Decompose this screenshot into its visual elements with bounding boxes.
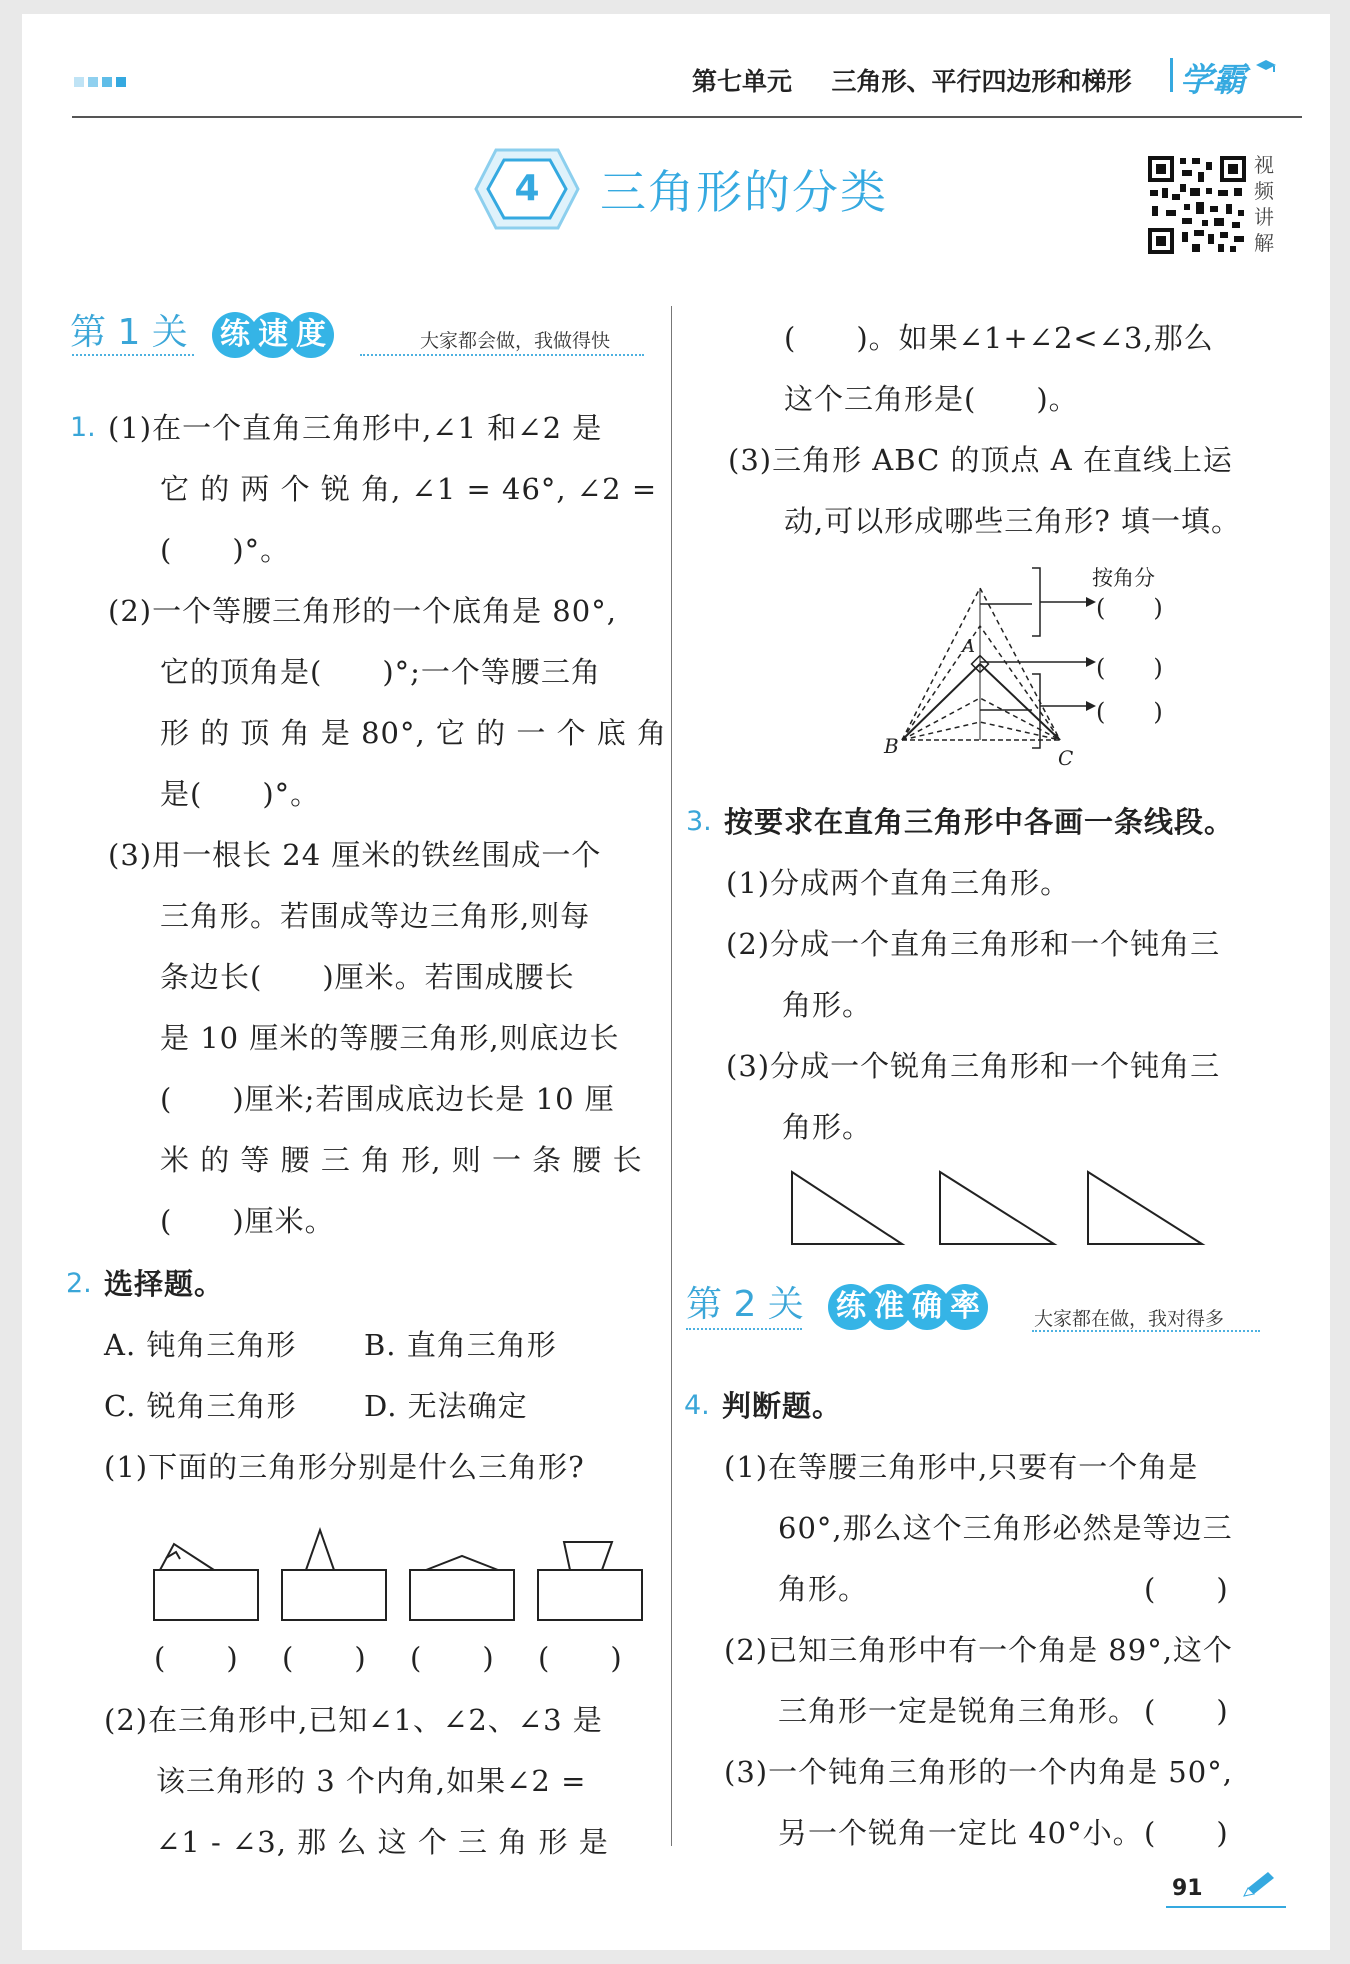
q1-line: 是( )°。: [160, 777, 321, 811]
q2-option-a: A. 钝角三角形: [104, 1328, 297, 1362]
q2-rectangle-figures: [152, 1512, 682, 1622]
q1-line: 形 的 顶 角 是 80°, 它 的 一 个 底 角: [160, 716, 668, 750]
q1-line: ( )厘米。: [160, 1204, 335, 1238]
q2-sub2-line: (2)在三角形中,已知∠1、∠2、∠3 是: [104, 1703, 603, 1737]
section2-underline: [686, 1328, 802, 1330]
qr-code-icon[interactable]: [1146, 154, 1248, 256]
q3-line: (1)分成两个直角三角形。: [726, 866, 1071, 900]
header-unit: 第七单元: [692, 67, 793, 96]
answer-blank[interactable]: ( ): [1144, 1816, 1229, 1850]
header-rule: [72, 116, 1302, 118]
q3-right-triangles: [790, 1168, 1230, 1248]
page-number: 91: [1172, 1876, 1203, 1901]
q4-title: 判断题。: [722, 1389, 843, 1423]
q1-line: (2)一个等腰三角形的一个底角是 80°,: [108, 594, 617, 628]
q4-line: (3)一个钝角三角形的一个内角是 50°,: [724, 1755, 1233, 1789]
answer-blank[interactable]: ( ): [154, 1641, 239, 1675]
lesson-title: 三角形的分类: [600, 165, 888, 219]
q2-sub2-line: 该三角形的 3 个内角,如果∠2 =: [156, 1764, 587, 1798]
q2-title: 选择题。: [104, 1267, 225, 1301]
q1-number: 1.: [70, 412, 96, 443]
q2-sub1: (1)下面的三角形分别是什么三角形?: [104, 1450, 585, 1484]
section2-title: 第 2 关: [686, 1284, 804, 1325]
q3-number: 3.: [686, 806, 712, 837]
q2-sub2-line: ( )。如果∠1+∠2<∠3,那么: [784, 321, 1214, 355]
q2-sub3-line: (3)三角形 ABC 的顶点 A 在直线上运: [728, 443, 1233, 477]
header-decoration: [74, 72, 126, 91]
q1-line: 三角形。若围成等边三角形,则每: [160, 899, 591, 933]
section1-slogan: 大家都会做，我做得快: [420, 330, 611, 352]
q1-line: 米 的 等 腰 三 角 形, 则 一 条 腰 长: [160, 1143, 643, 1177]
qr-caption: 视 频 讲 解: [1254, 153, 1274, 255]
q4-line: 三角形一定是锐角三角形。: [778, 1694, 1139, 1728]
q3-line: 角形。: [782, 1110, 873, 1144]
q1-line: ( )°。: [160, 533, 291, 567]
header-divider: [1170, 58, 1173, 92]
q3-title: 按要求在直角三角形中各画一条线段。: [724, 805, 1235, 839]
section1-header: 第 1 关 练 速 度: [70, 304, 326, 358]
q4-line: 另一个锐角一定比 40°小。: [778, 1816, 1143, 1850]
q2-option-c: C. 锐角三角形: [104, 1389, 297, 1423]
header-chapter: 三角形、平行四边形和梯形: [831, 67, 1132, 96]
q3-line: (3)分成一个锐角三角形和一个钝角三: [726, 1049, 1221, 1083]
brand-logo: 学霸: [1180, 60, 1246, 99]
q4-line: 角形。: [778, 1572, 869, 1606]
label-a: A: [962, 636, 975, 657]
q4-line: 60°,那么这个三角形必然是等边三: [778, 1511, 1233, 1545]
q2-sub2-line: 这个三角形是( )。: [784, 382, 1079, 416]
q1-line: (3)用一根长 24 厘米的铁丝围成一个: [108, 838, 602, 872]
section1-title: 第 1 关: [70, 312, 188, 353]
answer-blank[interactable]: ( ): [538, 1641, 623, 1675]
label-b: B: [884, 734, 899, 758]
section2-slogan: 大家都在做，我对得多: [1034, 1308, 1225, 1330]
pencil-icon: [1240, 1870, 1276, 1900]
q1-line: 是 10 厘米的等腰三角形,则底边长: [160, 1021, 620, 1055]
workbook-page: [22, 14, 1330, 1950]
q2-sub3-line: 动,可以形成哪些三角形? 填一填。: [784, 504, 1241, 538]
lesson-number: 4: [514, 168, 540, 209]
section1-underline-right: [360, 354, 644, 356]
q1-line: 它 的 两 个 锐 角, ∠1 = 46°, ∠2 =: [160, 472, 658, 506]
q4-line: (1)在等腰三角形中,只要有一个角是: [724, 1450, 1199, 1484]
answer-blank[interactable]: ( ): [282, 1641, 367, 1675]
q2-sub2-line: ∠1 - ∠3, 那 么 这 个 三 角 形 是: [156, 1825, 609, 1859]
q4-line: (2)已知三角形中有一个角是 89°,这个: [724, 1633, 1233, 1667]
answer-blank[interactable]: ( ): [1144, 1694, 1229, 1728]
q2-option-d: D. 无法确定: [364, 1389, 528, 1423]
answer-blank[interactable]: ( ): [410, 1641, 495, 1675]
diagram-heading: 按角分: [1092, 566, 1155, 590]
q1-line: 它的顶角是( )°;一个等腰三角: [160, 655, 601, 689]
graduation-cap-icon: [1254, 58, 1278, 72]
q1-line: (1)在一个直角三角形中,∠1 和∠2 是: [108, 411, 603, 445]
lesson-number-badge: [472, 146, 582, 232]
answer-blank[interactable]: ( ): [1144, 1572, 1229, 1606]
label-c: C: [1058, 746, 1074, 770]
answer-blank[interactable]: ( ): [1096, 698, 1163, 726]
header-title: [692, 62, 1131, 98]
section2-header: 第 2 关 练 准 确 率: [686, 1276, 980, 1330]
section1-underline: [72, 354, 194, 356]
q2-triangle-diagram: [882, 562, 1202, 770]
footer-rule: [1166, 1906, 1286, 1908]
q3-line: 角形。: [782, 988, 873, 1022]
q4-number: 4.: [684, 1390, 710, 1421]
q1-line: ( )厘米;若围成底边长是 10 厘: [160, 1082, 615, 1116]
q2-number: 2.: [66, 1268, 92, 1299]
q1-line: 条边长( )厘米。若围成腰长: [160, 960, 575, 994]
answer-blank[interactable]: ( ): [1096, 654, 1163, 682]
q3-line: (2)分成一个直角三角形和一个钝角三: [726, 927, 1221, 961]
answer-blank[interactable]: ( ): [1096, 594, 1163, 622]
q2-option-b: B. 直角三角形: [364, 1328, 557, 1362]
